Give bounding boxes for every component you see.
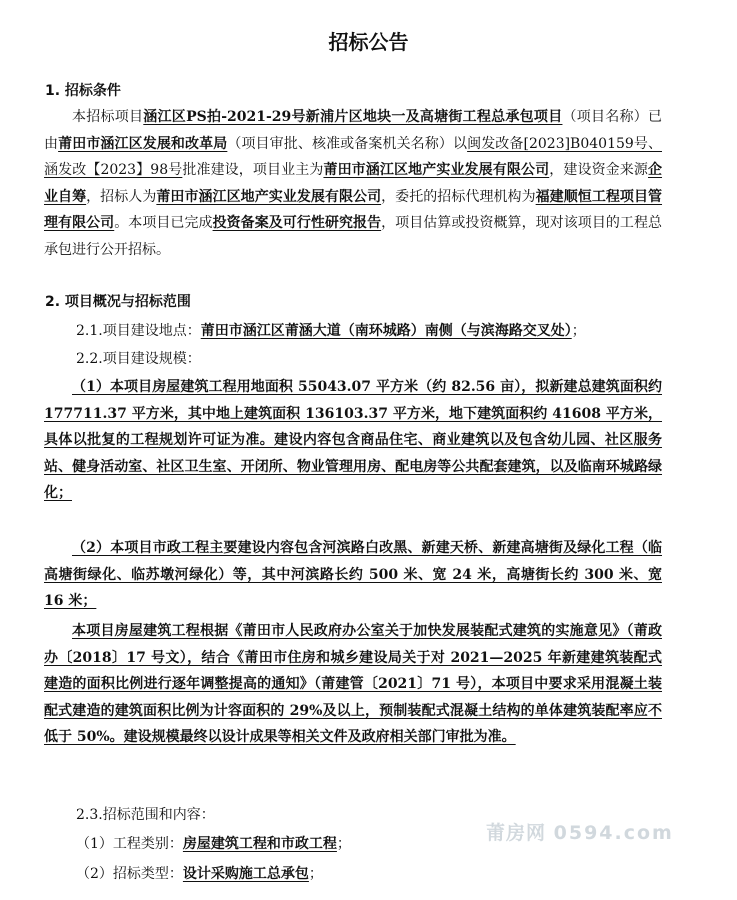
text: （项目名称）已由 — [44, 109, 662, 152]
approval-document: 闽发改备[2023]B040159号、涵发改【2023】98号 — [44, 135, 662, 179]
location-label: 2.1.项目建设地点： — [76, 323, 201, 339]
paragraph-text: （1）本项目房屋建筑工程用地面积 55043.07 平方米（约 82.56 亩），拟新建总建筑面积约 177711.37 平方米，其中地上建筑面积 136103.37 平方米，地下建筑面积约 41608 平方米，具体以批复的工程规划许可证为准。建设内容包含商品住宅、商业建筑以及包含幼儿园、社区服务站、健身活动室、社区卫生室、开闭所、物业管理用房、配电房等公共配套建筑，以及临南环城路绿化； — [44, 379, 662, 502]
fund-source: 企业自筹 — [44, 162, 663, 205]
site-watermark — [486, 818, 674, 845]
type-line — [76, 864, 323, 884]
location-line — [76, 321, 586, 341]
paragraph-text: 本项目房屋建筑工程根据《莆田市人民政府办公室关于加快发展装配式建筑的实施意见》（莆政办〔2018〕17 号文），结合《莆田市住房和城乡建设局关于对 2021—2025 年新建建筑装配式建造的面积比例进行逐年调整提高的通知》（莆建管〔2021〕71 号），本项目中要求采用混凝土装配式建造的建筑面积比例为计容面积的 29%及以上，预制装配式混凝土结构的单体建筑装配率应不低于 50%。建设规模最终以设计成果等相关文件及政府相关部门审批为准。 — [44, 623, 662, 746]
category-value: 房屋建筑工程和市政工程 — [182, 836, 337, 852]
location-value: 莆田市涵江区莆涵大道（南环城路）南侧（与滨海路交叉处） — [200, 323, 572, 339]
scale-paragraph-3 — [44, 618, 662, 751]
text: ，建设资金来源 — [549, 162, 649, 179]
text: ，招标人为 — [86, 188, 157, 205]
range-label: 2.3.招标范围和内容： — [76, 807, 215, 823]
document-title: 招标公告 — [328, 30, 409, 54]
category-label: （1）工程类别： — [76, 836, 183, 852]
section-2-heading: 2. 项目概况与招标范围 — [45, 294, 191, 310]
text: 本招标项目 — [72, 109, 144, 125]
text: ； — [336, 836, 351, 852]
text: 批准建设，项目业主为 — [182, 162, 324, 179]
completed-report: 投资备案及可行性研究报告 — [212, 215, 382, 232]
scale-label: 2.2.项目建设规模： — [76, 351, 201, 367]
watermark-cn: 莆房网 — [486, 822, 547, 844]
section-1-paragraph — [44, 104, 662, 264]
approval-authority: 莆田市涵江区发展和改革局 — [58, 135, 228, 152]
text: ，项目估算或投资概算，现对该项目的工程总承包进行公开招标。 — [44, 215, 663, 258]
text: ； — [571, 323, 586, 339]
type-value: 设计采购施工总承包 — [182, 866, 309, 882]
tenderer: 莆田市涵江区地产实业发展有限公司 — [156, 188, 382, 205]
text: 。本项目已完成 — [114, 215, 213, 232]
project-owner: 莆田市涵江区地产实业发展有限公司 — [323, 162, 550, 179]
scale-paragraph-1 — [44, 374, 662, 507]
tender-agent: 福建顺恒工程项目管理有限公司 — [44, 188, 663, 232]
type-label: （2）招标类型： — [76, 866, 183, 882]
text: ，委托的招标代理机构为 — [381, 188, 536, 205]
section-1-heading: 1. 招标条件 — [45, 83, 121, 99]
watermark-domain: 0594.com — [553, 822, 674, 844]
project-name: 涵江区PS拍-2021-29号新浦片区地块一及高塘街工程总承包项目 — [143, 109, 563, 125]
text: ； — [308, 866, 323, 882]
category-line — [76, 834, 351, 854]
paragraph-text: （2）本项目市政工程主要建设内容包含河滨路白改黑、新建天桥、新建高塘街及绿化工程（临高塘街绿化、临苏墩河绿化）等，其中河滨路长约 500 米、宽 24 米，高塘街长约 300 米、宽 16 米； — [44, 540, 662, 610]
text: （项目审批、核准或备案机关名称）以 — [227, 135, 468, 152]
scale-paragraph-2 — [44, 535, 662, 615]
